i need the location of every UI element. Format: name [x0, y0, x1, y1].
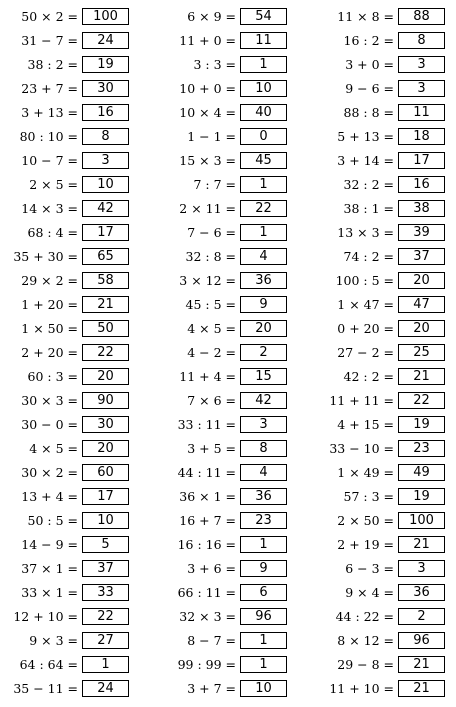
problem-row — [316, 438, 456, 462]
answer-box: 45 — [240, 152, 287, 169]
problem-expression: 36 × 1 = — [179, 489, 236, 504]
problem-row — [316, 534, 456, 558]
problem-expression: 30 − 0 = — [21, 417, 78, 432]
problem-row — [0, 222, 150, 246]
answer-box: 1 — [240, 56, 287, 73]
problem-row — [158, 270, 308, 294]
problem-expression: 32 : 8 = — [185, 249, 236, 264]
answer-box: 8 — [398, 32, 445, 49]
problem-expression: 11 + 10 = — [329, 681, 394, 696]
problem-row — [316, 558, 456, 582]
problem-row — [316, 366, 456, 390]
problem-expression: 10 × 4 = — [179, 105, 236, 120]
problem-expression: 2 + 20 = — [21, 345, 78, 360]
answer-box: 3 — [82, 152, 129, 169]
problem-expression: 50 × 2 = — [21, 9, 78, 24]
problem-expression: 33 − 10 = — [329, 441, 394, 456]
problem-row — [158, 6, 308, 30]
problem-expression: 15 × 3 = — [179, 153, 236, 168]
problem-row — [158, 294, 308, 318]
problem-expression: 9 × 3 = — [29, 633, 78, 648]
problem-row — [0, 678, 150, 702]
problem-row — [158, 438, 308, 462]
problem-row — [316, 582, 456, 606]
problem-expression: 1 × 50 = — [21, 321, 78, 336]
problem-expression: 7 × 6 = — [187, 393, 236, 408]
answer-box: 3 — [398, 80, 445, 97]
problem-expression: 4 − 2 = — [187, 345, 236, 360]
answer-box: 21 — [82, 296, 129, 313]
problem-row — [0, 54, 150, 78]
answer-box: 4 — [240, 248, 287, 265]
problem-row — [158, 126, 308, 150]
answer-box: 1 — [240, 176, 287, 193]
answer-box: 11 — [398, 104, 445, 121]
problem-expression: 3 + 7 = — [187, 681, 236, 696]
problem-row — [158, 102, 308, 126]
answer-box: 22 — [398, 392, 445, 409]
answer-box: 10 — [82, 176, 129, 193]
answer-box: 49 — [398, 464, 445, 481]
problem-row — [316, 150, 456, 174]
problem-row — [316, 54, 456, 78]
problem-row — [316, 486, 456, 510]
answer-box: 60 — [82, 464, 129, 481]
problem-expression: 38 : 2 = — [27, 57, 78, 72]
answer-box: 1 — [240, 632, 287, 649]
answer-box: 16 — [398, 176, 445, 193]
problem-expression: 2 + 19 = — [337, 537, 394, 552]
answer-box: 20 — [82, 368, 129, 385]
problem-expression: 33 × 1 = — [21, 585, 78, 600]
problem-expression: 11 × 8 = — [337, 9, 394, 24]
problem-row — [158, 342, 308, 366]
problem-row — [0, 342, 150, 366]
problem-row — [0, 150, 150, 174]
answer-box: 2 — [398, 608, 445, 625]
problem-row — [158, 510, 308, 534]
problem-column-2 — [158, 6, 308, 702]
problem-expression: 16 : 2 = — [343, 33, 394, 48]
problem-expression: 32 × 3 = — [179, 609, 236, 624]
problem-row — [158, 390, 308, 414]
answer-box: 17 — [82, 488, 129, 505]
answer-box: 88 — [398, 8, 445, 25]
problem-expression: 6 − 3 = — [345, 561, 394, 576]
problem-expression: 3 + 6 = — [187, 561, 236, 576]
answer-box: 19 — [398, 416, 445, 433]
answer-box: 21 — [398, 680, 445, 697]
problem-row — [316, 294, 456, 318]
answer-box: 54 — [240, 8, 287, 25]
problem-row — [0, 270, 150, 294]
answer-box: 27 — [82, 632, 129, 649]
problem-expression: 44 : 11 = — [177, 465, 236, 480]
problem-expression: 1 × 47 = — [337, 297, 394, 312]
problem-row — [0, 582, 150, 606]
problem-row — [0, 414, 150, 438]
answer-box: 9 — [240, 296, 287, 313]
answer-box: 23 — [240, 512, 287, 529]
problem-expression: 29 − 8 = — [337, 657, 394, 672]
answer-box: 23 — [398, 440, 445, 457]
answer-box: 6 — [240, 584, 287, 601]
problem-expression: 9 − 6 = — [345, 81, 394, 96]
problem-row — [0, 390, 150, 414]
problem-row — [158, 150, 308, 174]
answer-box: 20 — [240, 320, 287, 337]
answer-box: 38 — [398, 200, 445, 217]
problem-row — [158, 678, 308, 702]
answer-box: 10 — [82, 512, 129, 529]
problem-row — [316, 102, 456, 126]
problem-row — [316, 78, 456, 102]
answer-box: 58 — [82, 272, 129, 289]
problem-expression: 3 × 12 = — [179, 273, 236, 288]
problem-expression: 14 − 9 = — [21, 537, 78, 552]
answer-box: 50 — [82, 320, 129, 337]
problem-row — [158, 246, 308, 270]
problem-row — [0, 174, 150, 198]
problem-expression: 1 × 49 = — [337, 465, 394, 480]
problem-expression: 60 : 3 = — [27, 369, 78, 384]
answer-box: 18 — [398, 128, 445, 145]
problem-row — [0, 126, 150, 150]
answer-box: 36 — [240, 272, 287, 289]
problem-row — [0, 6, 150, 30]
answer-box: 37 — [82, 560, 129, 577]
problem-row — [316, 222, 456, 246]
answer-box: 42 — [82, 200, 129, 217]
problem-row — [158, 54, 308, 78]
problem-expression: 35 − 11 = — [13, 681, 78, 696]
problem-expression: 11 + 11 = — [329, 393, 394, 408]
answer-box: 0 — [240, 128, 287, 145]
problem-expression: 35 + 30 = — [13, 249, 78, 264]
problem-expression: 30 × 3 = — [21, 393, 78, 408]
answer-box: 3 — [398, 560, 445, 577]
answer-box: 17 — [82, 224, 129, 241]
answer-box: 21 — [398, 656, 445, 673]
problem-row — [158, 318, 308, 342]
problem-row — [0, 606, 150, 630]
answer-box: 65 — [82, 248, 129, 265]
problem-expression: 13 × 3 = — [337, 225, 394, 240]
answer-box: 21 — [398, 368, 445, 385]
problem-expression: 68 : 4 = — [27, 225, 78, 240]
problem-row — [0, 78, 150, 102]
problem-expression: 100 : 5 = — [335, 273, 394, 288]
problem-row — [158, 606, 308, 630]
answer-box: 19 — [82, 56, 129, 73]
problem-row — [316, 270, 456, 294]
answer-box: 9 — [240, 560, 287, 577]
problem-row — [158, 78, 308, 102]
problem-expression: 7 − 6 = — [187, 225, 236, 240]
answer-box: 24 — [82, 32, 129, 49]
problem-row — [0, 318, 150, 342]
problem-row — [158, 534, 308, 558]
answer-box: 5 — [82, 536, 129, 553]
problem-row — [158, 30, 308, 54]
answer-box: 1 — [240, 224, 287, 241]
problem-row — [158, 174, 308, 198]
problem-expression: 0 + 20 = — [337, 321, 394, 336]
problem-row — [158, 654, 308, 678]
problem-row — [316, 654, 456, 678]
answer-box: 36 — [398, 584, 445, 601]
problem-row — [0, 198, 150, 222]
problem-row — [0, 630, 150, 654]
problem-row — [316, 6, 456, 30]
problem-row — [158, 630, 308, 654]
answer-box: 22 — [240, 200, 287, 217]
problem-expression: 88 : 8 = — [343, 105, 394, 120]
problem-expression: 2 × 5 = — [29, 177, 78, 192]
problem-expression: 14 × 3 = — [21, 201, 78, 216]
answer-box: 20 — [82, 440, 129, 457]
problem-row — [316, 390, 456, 414]
problem-row — [0, 654, 150, 678]
problem-row — [316, 342, 456, 366]
problem-expression: 10 − 7 = — [21, 153, 78, 168]
problem-expression: 80 : 10 = — [19, 129, 78, 144]
answer-box: 10 — [240, 80, 287, 97]
problem-expression: 99 : 99 = — [177, 657, 236, 672]
problem-expression: 10 + 0 = — [179, 81, 236, 96]
answer-box: 8 — [240, 440, 287, 457]
problem-row — [158, 462, 308, 486]
problem-row — [0, 486, 150, 510]
problem-expression: 29 × 2 = — [21, 273, 78, 288]
answer-box: 11 — [240, 32, 287, 49]
problem-row — [0, 438, 150, 462]
answer-box: 16 — [82, 104, 129, 121]
problem-expression: 33 : 11 = — [177, 417, 236, 432]
answer-box: 15 — [240, 368, 287, 385]
problem-expression: 74 : 2 = — [343, 249, 394, 264]
answer-box: 21 — [398, 536, 445, 553]
problem-row — [0, 534, 150, 558]
problem-expression: 13 + 4 = — [21, 489, 78, 504]
problem-row — [316, 126, 456, 150]
problem-expression: 6 × 9 = — [187, 9, 236, 24]
problem-expression: 2 × 50 = — [337, 513, 394, 528]
answer-box: 96 — [398, 632, 445, 649]
problem-row — [0, 246, 150, 270]
problem-expression: 30 × 2 = — [21, 465, 78, 480]
answer-box: 22 — [82, 344, 129, 361]
problem-row — [0, 366, 150, 390]
answer-box: 10 — [240, 680, 287, 697]
problem-expression: 16 : 16 = — [177, 537, 236, 552]
answer-box: 1 — [240, 536, 287, 553]
problem-expression: 27 − 2 = — [337, 345, 394, 360]
problem-expression: 45 : 5 = — [185, 297, 236, 312]
problem-row — [0, 558, 150, 582]
problem-expression: 12 + 10 = — [13, 609, 78, 624]
answer-box: 37 — [398, 248, 445, 265]
problem-expression: 32 : 2 = — [343, 177, 394, 192]
problem-row — [316, 630, 456, 654]
problem-row — [316, 606, 456, 630]
problem-row — [316, 510, 456, 534]
problem-expression: 5 + 13 = — [337, 129, 394, 144]
answer-box: 3 — [398, 56, 445, 73]
problem-expression: 37 × 1 = — [21, 561, 78, 576]
answer-box: 40 — [240, 104, 287, 121]
problem-row — [0, 30, 150, 54]
problem-expression: 7 : 7 = — [193, 177, 236, 192]
problem-expression: 31 − 7 = — [21, 33, 78, 48]
answer-box: 96 — [240, 608, 287, 625]
problem-expression: 1 + 20 = — [21, 297, 78, 312]
answer-box: 100 — [82, 8, 129, 25]
answer-box: 2 — [240, 344, 287, 361]
answer-box: 4 — [240, 464, 287, 481]
problem-row — [316, 30, 456, 54]
problem-expression: 3 + 0 = — [345, 57, 394, 72]
problem-expression: 11 + 0 = — [179, 33, 236, 48]
answer-box: 24 — [82, 680, 129, 697]
answer-box: 3 — [240, 416, 287, 433]
answer-box: 8 — [82, 128, 129, 145]
answer-box: 90 — [82, 392, 129, 409]
arithmetic-worksheet — [0, 6, 456, 702]
problem-row — [0, 294, 150, 318]
problem-expression: 1 − 1 = — [187, 129, 236, 144]
problem-row — [316, 318, 456, 342]
problem-expression: 3 + 14 = — [337, 153, 394, 168]
answer-box: 42 — [240, 392, 287, 409]
answer-box: 30 — [82, 80, 129, 97]
problem-row — [0, 102, 150, 126]
answer-box: 25 — [398, 344, 445, 361]
problem-expression: 8 × 12 = — [337, 633, 394, 648]
problem-expression: 64 : 64 = — [19, 657, 78, 672]
problem-row — [158, 582, 308, 606]
answer-box: 39 — [398, 224, 445, 241]
problem-row — [158, 222, 308, 246]
problem-expression: 3 + 5 = — [187, 441, 236, 456]
problem-expression: 23 + 7 = — [21, 81, 78, 96]
problem-expression: 8 − 7 = — [187, 633, 236, 648]
problem-expression: 44 : 22 = — [335, 609, 394, 624]
problem-expression: 9 × 4 = — [345, 585, 394, 600]
answer-box: 47 — [398, 296, 445, 313]
problem-expression: 2 × 11 = — [179, 201, 236, 216]
problem-expression: 3 + 13 = — [21, 105, 78, 120]
problem-row — [158, 198, 308, 222]
problem-expression: 3 : 3 = — [193, 57, 236, 72]
problem-row — [158, 486, 308, 510]
problem-expression: 11 + 4 = — [179, 369, 236, 384]
problem-row — [316, 414, 456, 438]
answer-box: 100 — [398, 512, 445, 529]
problem-expression: 4 + 15 = — [337, 417, 394, 432]
answer-box: 22 — [82, 608, 129, 625]
problem-expression: 38 : 1 = — [343, 201, 394, 216]
problem-row — [158, 366, 308, 390]
answer-box: 36 — [240, 488, 287, 505]
answer-box: 20 — [398, 272, 445, 289]
problem-expression: 50 : 5 = — [27, 513, 78, 528]
answer-box: 17 — [398, 152, 445, 169]
problem-column-3 — [316, 6, 456, 702]
answer-box: 1 — [240, 656, 287, 673]
problem-column-1 — [0, 6, 150, 702]
problem-row — [316, 174, 456, 198]
problem-expression: 16 + 7 = — [179, 513, 236, 528]
answer-box: 33 — [82, 584, 129, 601]
problem-row — [0, 462, 150, 486]
problem-row — [316, 198, 456, 222]
problem-expression: 57 : 3 = — [343, 489, 394, 504]
problem-row — [158, 414, 308, 438]
problem-row — [316, 246, 456, 270]
problem-row — [158, 558, 308, 582]
answer-box: 19 — [398, 488, 445, 505]
problem-row — [0, 510, 150, 534]
problem-expression: 42 : 2 = — [343, 369, 394, 384]
answer-box: 30 — [82, 416, 129, 433]
answer-box: 20 — [398, 320, 445, 337]
problem-expression: 4 × 5 = — [29, 441, 78, 456]
problem-row — [316, 462, 456, 486]
problem-row — [316, 678, 456, 702]
problem-expression: 4 × 5 = — [187, 321, 236, 336]
problem-expression: 66 : 11 = — [177, 585, 236, 600]
answer-box: 1 — [82, 656, 129, 673]
